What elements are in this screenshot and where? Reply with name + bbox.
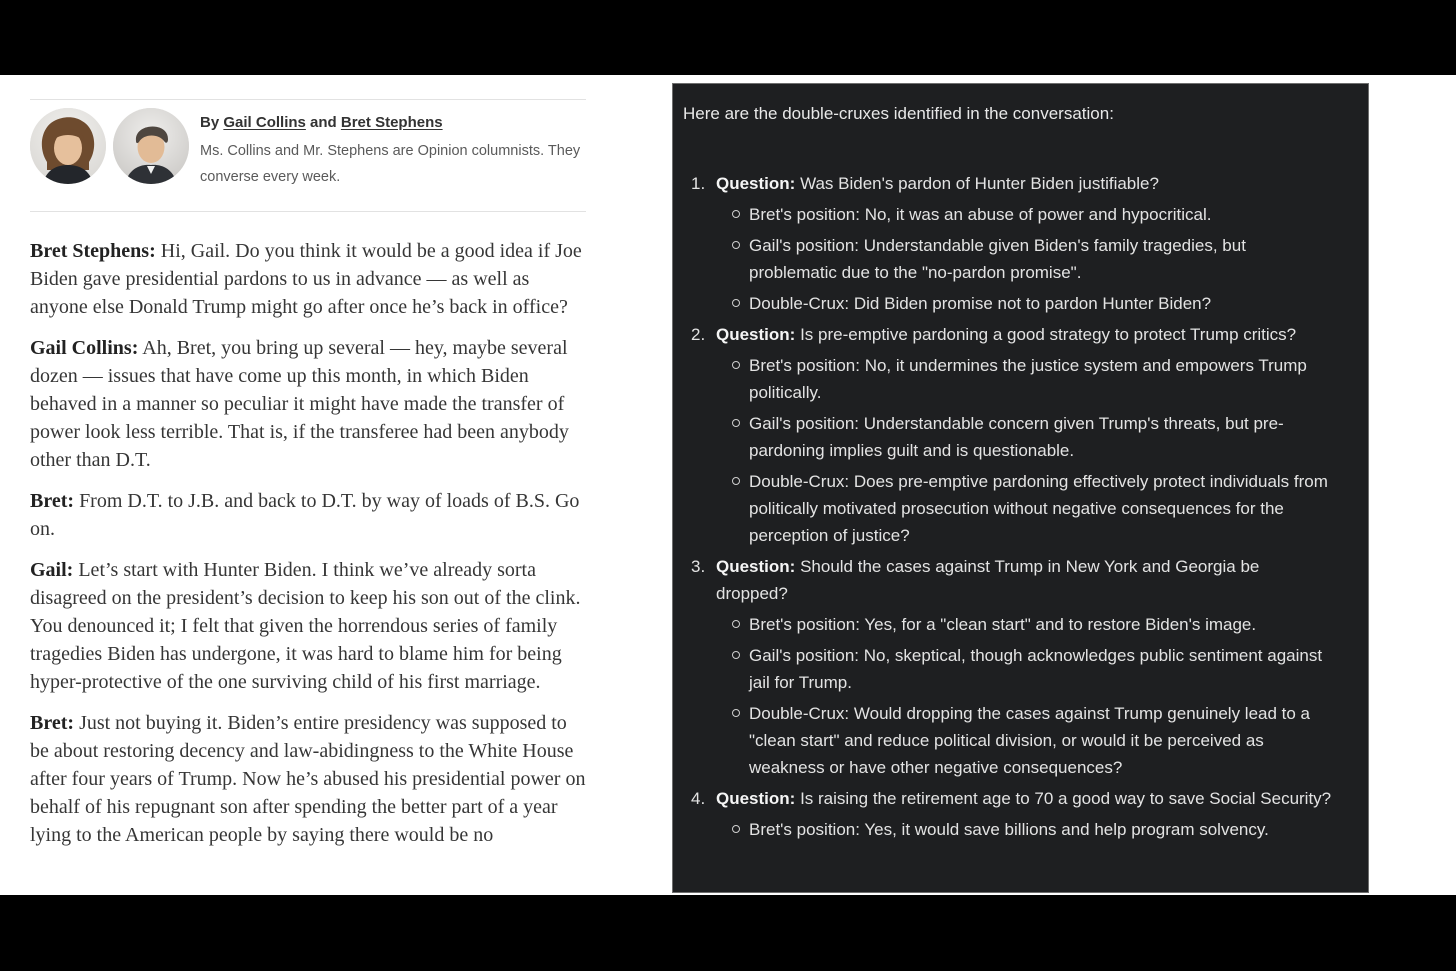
question-label: Question: xyxy=(716,557,796,576)
paragraph-text: Hi, Gail. Do you think it would be a good idea if Joe Biden gave presidential pardons to us in advance — as well as anyone else Donald Trump might go after once he’s back in office? xyxy=(30,240,582,318)
question-label: Question: xyxy=(716,325,796,344)
speaker-name: Gail: xyxy=(30,559,74,581)
double-crux-item xyxy=(683,321,1332,549)
byline-conjunction: and xyxy=(310,114,337,131)
bullet-item xyxy=(716,642,1332,696)
bullet-item xyxy=(716,468,1332,549)
bullet-text: Bret's position: No, it undermines the justice system and empowers Trump politically. xyxy=(749,356,1307,402)
bullet-item xyxy=(716,290,1332,317)
paragraph-text: Ah, Bret, you bring up several — hey, maybe several dozen — issues that have come up this month, in which Biden behaved in a manner so peculiar it might have made the transfer of power look less terrible. That is, if the transferee had been anybody other than D.T. xyxy=(30,337,569,471)
byline-description xyxy=(200,138,580,190)
item-bullets xyxy=(716,816,1332,843)
bullet-item xyxy=(716,611,1332,638)
bullet-item xyxy=(716,232,1332,286)
question-text: Should the cases against Trump in New York and Georgia be dropped? xyxy=(716,557,1260,603)
bullet-text: Gail's position: Understandable given Biden's family tragedies, but problematic due to the "no-pardon promise". xyxy=(749,236,1246,282)
bullet-text: Bret's position: No, it was an abuse of power and hypocritical. xyxy=(749,205,1212,224)
paragraph-text: Just not buying it. Biden’s entire presidency was supposed to be about restoring decency and law-abidingness to the White House after four years of Trump. Now he’s abused his presidential power on behalf of his repugnant son after spending the better part of a year lying to the American people by saying there would be no xyxy=(30,712,586,846)
author-avatars xyxy=(30,108,189,184)
byline xyxy=(200,114,580,131)
article-paragraph xyxy=(30,556,586,696)
avatar-bret-stephens xyxy=(113,108,189,184)
bullet-item xyxy=(716,700,1332,781)
bullet-text: Double-Crux: Does pre-emptive pardoning effectively protect individuals from politically motivated prosecution without negative consequences for the perception of justice? xyxy=(749,472,1328,545)
item-bullets xyxy=(716,611,1332,781)
byline-prefix: By xyxy=(200,114,220,131)
bullet-text: Bret's position: Yes, for a "clean start" and to restore Biden's image. xyxy=(749,615,1257,634)
bullet-item xyxy=(716,201,1332,228)
item-number: 1. xyxy=(691,174,706,193)
avatar-gail-collins xyxy=(30,108,106,184)
double-crux-item xyxy=(683,785,1332,843)
bullet-item xyxy=(716,816,1332,843)
byline-description-line: converse every week. xyxy=(200,169,341,185)
bullet-text: Double-Crux: Did Biden promise not to pardon Hunter Biden? xyxy=(749,294,1212,313)
speaker-name: Bret Stephens: xyxy=(30,240,156,262)
question-text: Is raising the retirement age to 70 a good way to save Social Security? xyxy=(795,789,1332,808)
item-number: 4. xyxy=(691,789,706,808)
byline-description-line: Ms. Collins and Mr. Stephens are Opinion columnists. They xyxy=(200,143,581,159)
question-label: Question: xyxy=(716,174,796,193)
item-bullets xyxy=(716,352,1332,549)
gail-portrait-icon xyxy=(30,108,106,184)
bottom-letterbox-bar xyxy=(0,895,1456,971)
byline-block xyxy=(30,108,586,184)
bullet-text: Gail's position: Understandable concern given Trump's threats, but pre-pardoning implies guilt and is questionable. xyxy=(749,414,1284,460)
item-number: 2. xyxy=(691,325,706,344)
speaker-name: Bret: xyxy=(30,712,75,734)
panel-intro: Here are the double-cruxes identified in the conversation: xyxy=(683,104,1114,123)
article-paragraph xyxy=(30,709,586,849)
article-column xyxy=(30,75,586,862)
bullet-item xyxy=(716,410,1332,464)
item-number: 3. xyxy=(691,557,706,576)
bullet-item xyxy=(716,352,1332,406)
question-text: Was Biden's pardon of Hunter Biden justifiable? xyxy=(795,174,1159,193)
speaker-name: Gail Collins: xyxy=(30,337,139,359)
author-link-bret-stephens[interactable]: Bret Stephens xyxy=(340,114,443,131)
question-text: Is pre-emptive pardoning a good strategy to protect Trump critics? xyxy=(795,325,1297,344)
speaker-name: Bret: xyxy=(30,490,75,512)
top-divider xyxy=(30,99,586,100)
bret-portrait-icon xyxy=(113,108,189,184)
article-body xyxy=(30,212,586,849)
bullet-text: Gail's position: No, skeptical, though acknowledges public sentiment against jail for Trump. xyxy=(749,646,1323,692)
analysis-panel[interactable] xyxy=(672,83,1369,893)
article-paragraph xyxy=(30,334,586,474)
top-letterbox-bar xyxy=(0,0,1456,75)
item-bullets xyxy=(716,201,1332,317)
double-crux-item xyxy=(683,170,1332,317)
paragraph-text: From D.T. to J.B. and back to D.T. by way of loads of B.S. Go on. xyxy=(30,490,580,540)
article-paragraph xyxy=(30,237,586,321)
double-crux-list xyxy=(683,170,1332,843)
bullet-text: Double-Crux: Would dropping the cases against Trump genuinely lead to a "clean start" and reduce political division, or would it be perceived as weakness or have other negative consequences? xyxy=(749,704,1311,777)
byline-text xyxy=(200,108,580,190)
paragraph-text: Let’s start with Hunter Biden. I think we’ve already sorta disagreed on the president’s decision to keep his son out of the clink. You denounced it; I felt that given the horrendous series of family tragedies Biden has undergone, it was hard to blame him for being hyper-protective of the one surviving child of his first marriage. xyxy=(30,559,581,693)
question-label: Question: xyxy=(716,789,796,808)
author-link-gail-collins[interactable]: Gail Collins xyxy=(223,114,306,131)
double-crux-item xyxy=(683,553,1332,781)
bullet-text: Bret's position: Yes, it would save billions and help program solvency. xyxy=(749,820,1269,839)
article-paragraph xyxy=(30,487,586,543)
